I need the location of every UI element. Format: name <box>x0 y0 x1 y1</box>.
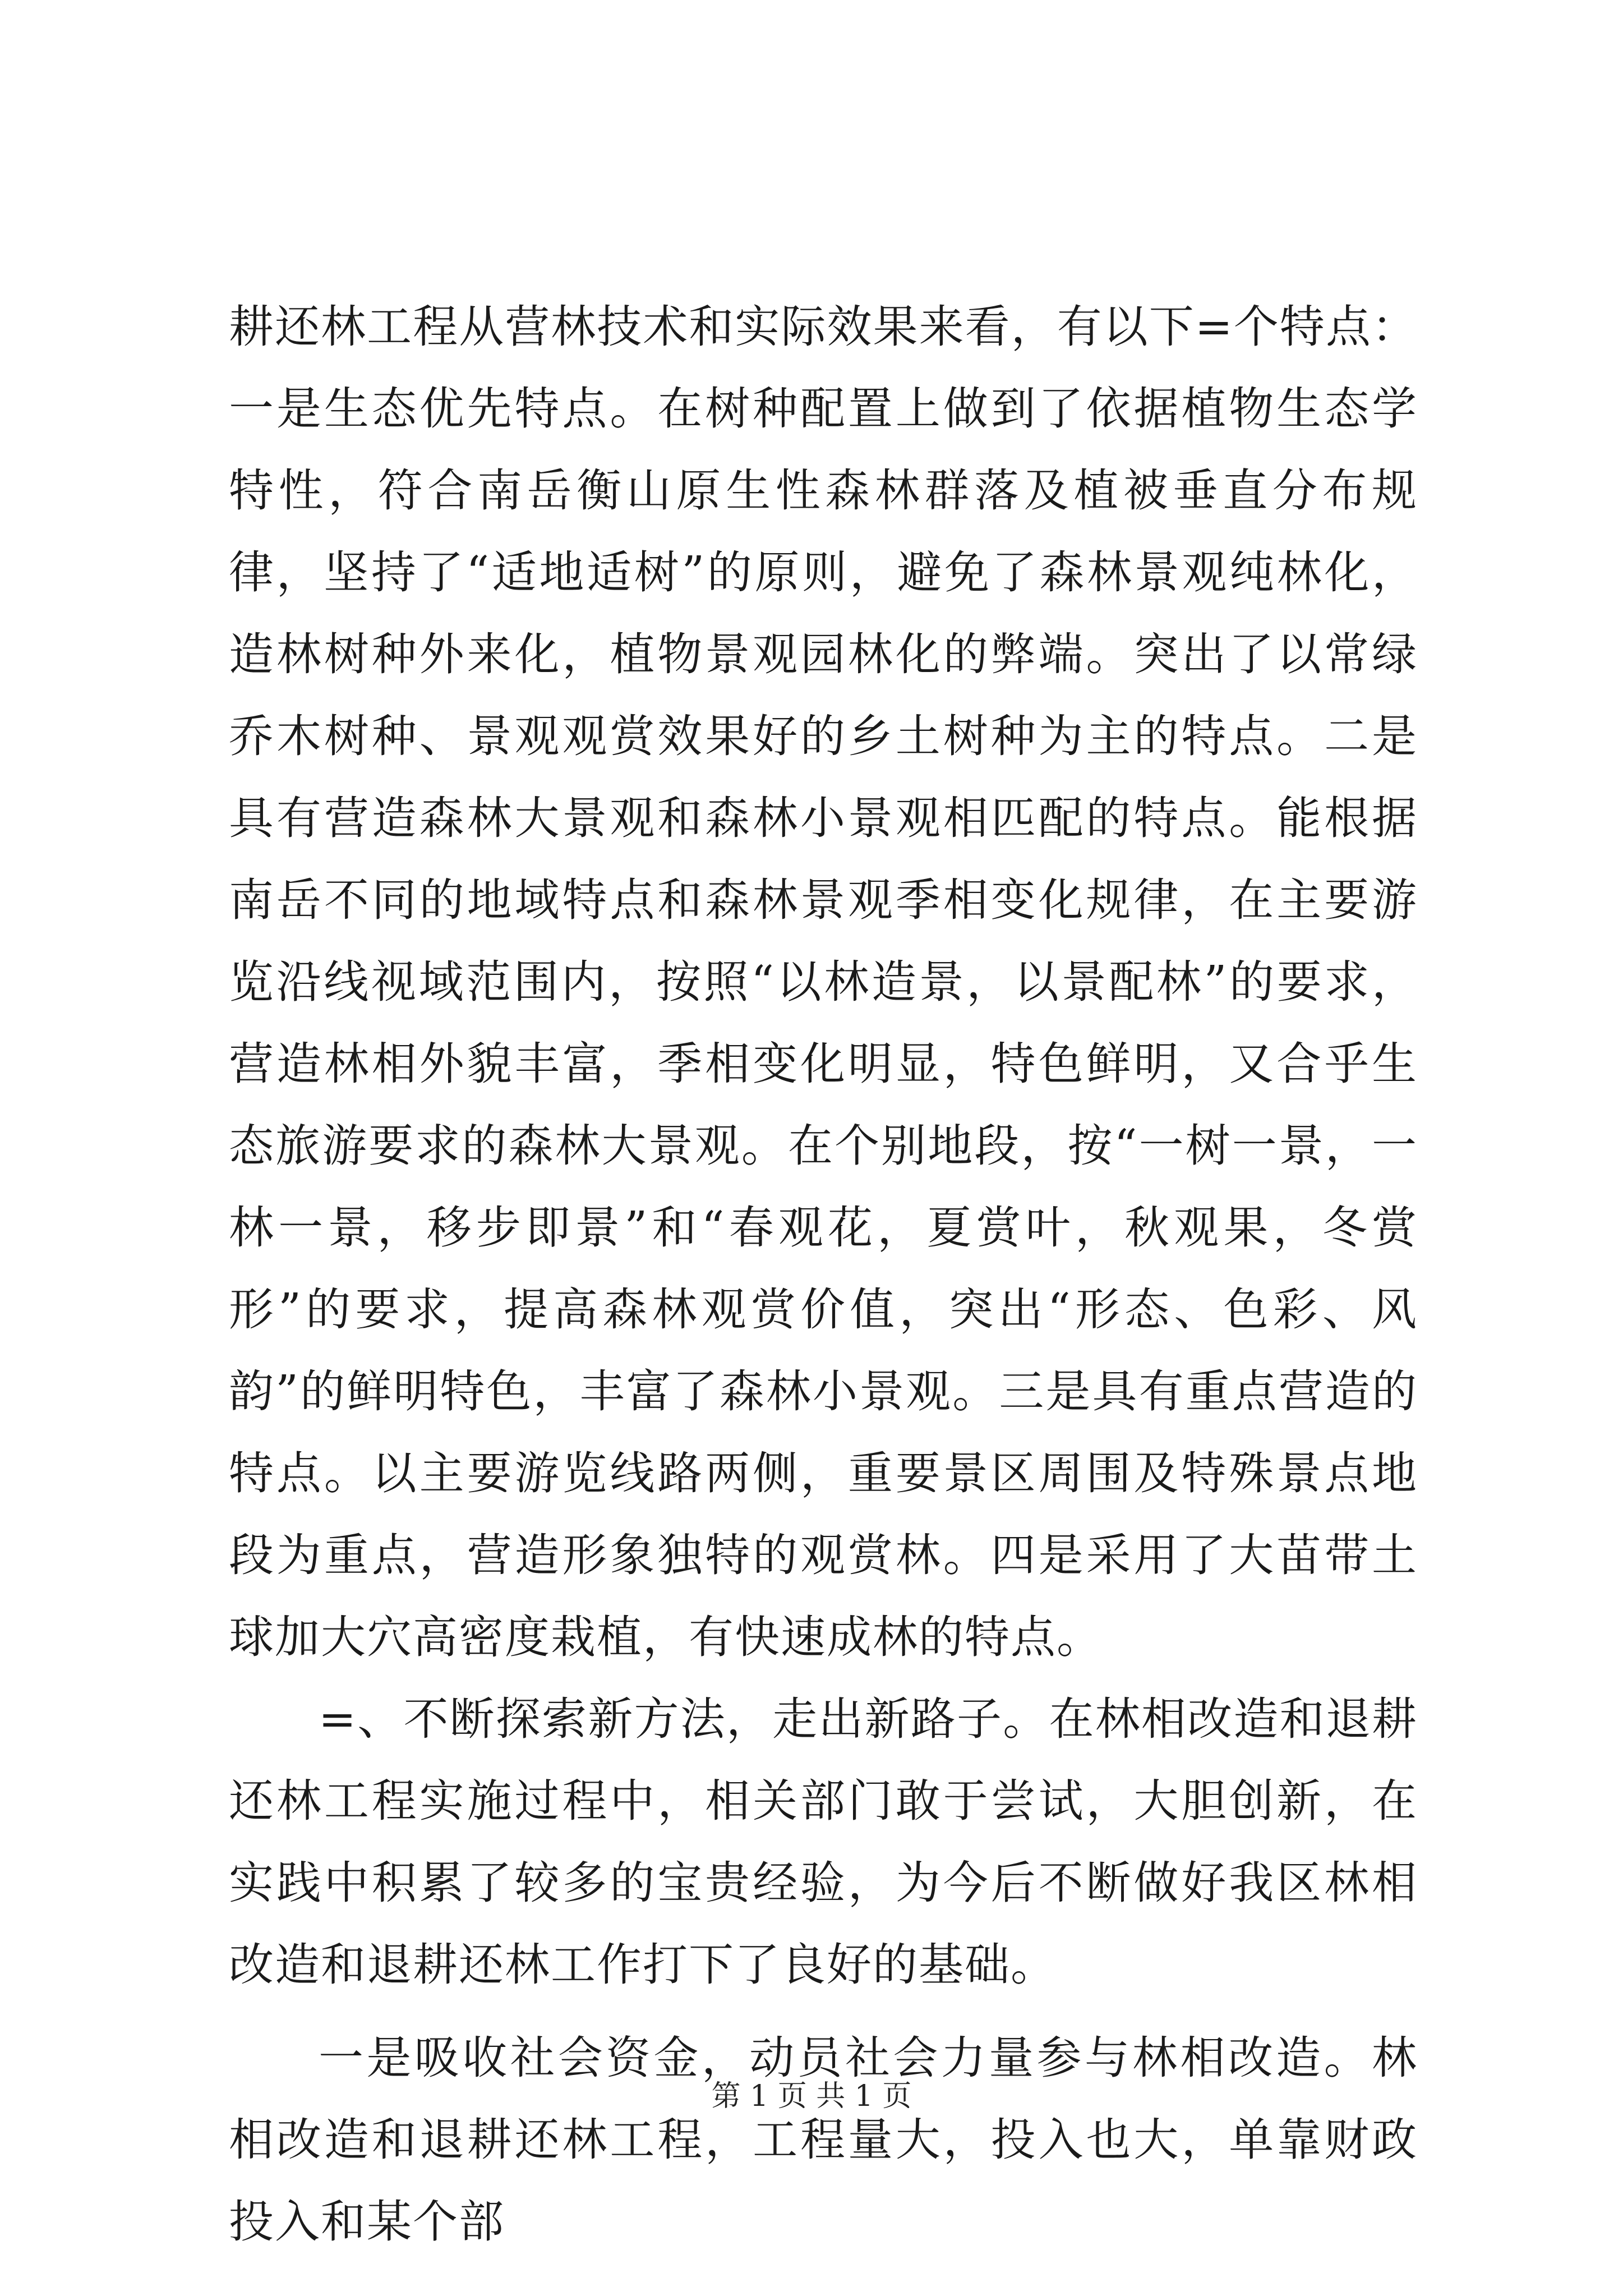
paragraph-new-methods: =、不断探索新方法，走出新路子。在林相改造和退耕还林工程实施过程中，相关部门敢于尝试，大胆创新，在实践中积累了较多的宝贵经验，为今后不断做好我区林相改造和退耕还林工作打下了良好的基础。 <box>229 1693 1418 1991</box>
page-footer: 第 1 页 共 1 页 <box>711 2079 912 2113</box>
paragraph-features: 耕还林工程从营林技术和实际效果来看，有以下=个特点：一是生态优先特点。在树种配置上做到了依据植物生态学特性，符合南岳衡山原生性森林群落及植被垂直分布规律，坚持了“适地适树”的原则，避免了森林景观纯林化，造林树种外来化，植物景观园林化的弊端。突出了以常绿乔木树种、景观观赏效果好的乡土树种为主的特点。二是具有营造森林大景观和森林小景观相匹配的特点。能根据南岳不同的地域特点和森林景观季相变化规律，在主要游览沿线视域范围内，按照“以林造景，以景配林”的要求，营造林相外貌丰富，季相变化明显，特色鲜明，又合乎生态旅游要求的森林大景观。在个别地段，按“一树一景，一林一景，移步即景”和“春观花，夏赏叶，秋观果，冬赏形”的要求，提高森林观赏价值，突出“形态、色彩、风韵”的鲜明特色，丰富了森林小景观。三是具有重点营造的特点。以主要游览线路两侧，重要景区周围及特殊景点地段为重点，营造形象独特的观赏林。四是采用了大苗带土球加大穴高密度栽植，有快速成林的特点。 <box>229 301 1418 1663</box>
paragraph-social-funding: 一是吸收社会资金，动员社会力量参与林相改造。林相改造和退耕还林工程，工程量大，投入也大，单靠财政投入和某个部 <box>229 2032 1418 2248</box>
document-body <box>229 286 1418 2263</box>
